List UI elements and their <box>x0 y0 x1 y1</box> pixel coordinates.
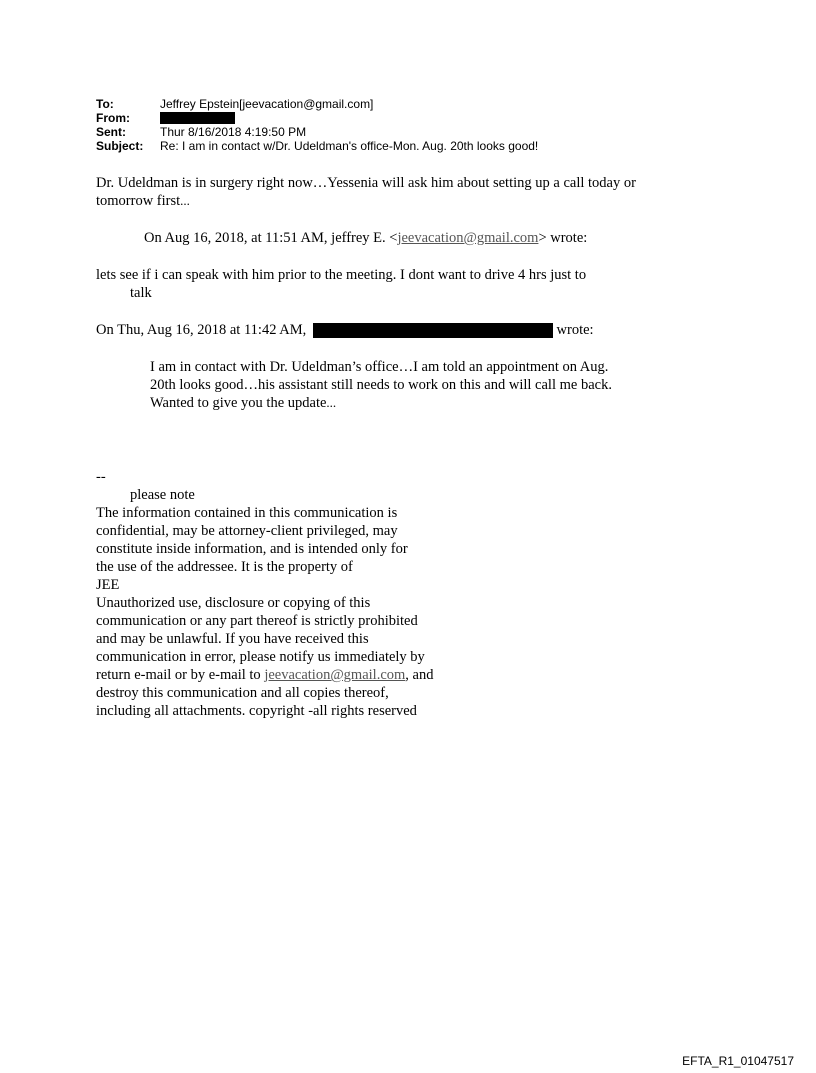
quote2-line-3-tail: ... <box>326 395 337 410</box>
reply-line-2-main: tomorrow first <box>96 193 181 209</box>
disclaimer-line: communication or any part thereof is strictly prohibited <box>96 613 418 629</box>
disclaimer-email-line <box>96 666 433 684</box>
quote1-email-link[interactable]: jeevacation@gmail.com <box>397 230 539 246</box>
disclaimer-line: including all attachments. copyright -all rights reserved <box>96 703 417 719</box>
from-row <box>96 111 538 125</box>
disclaimer-line: Unauthorized use, disclosure or copying of this <box>96 595 371 611</box>
sent-value: Thur 8/16/2018 4:19:50 PM <box>160 125 307 139</box>
subject-value: Re: I am in contact w/Dr. Udeldman's office-Mon. Aug. 20th looks good! <box>160 139 539 153</box>
disclaimer-line: constitute inside information, and is intended only for <box>96 541 408 557</box>
redaction-box-quote-sender <box>313 323 553 338</box>
signature-separator: -- <box>96 469 106 485</box>
subject-label: Subject: <box>96 139 144 153</box>
email-header <box>96 97 538 153</box>
quote1-attribution <box>144 229 587 247</box>
to-row <box>96 97 538 111</box>
quote2-attr-prefix: On Thu, Aug 16, 2018 at 11:42 AM, <box>96 322 307 338</box>
disclaimer-email-link[interactable]: jeevacation@gmail.com <box>264 667 406 683</box>
signature-note: please note <box>130 487 195 503</box>
quote2-line-1: I am in contact with Dr. Udeldman’s office…I am told an appointment on Aug. <box>150 359 609 375</box>
disclaimer-line: The information contained in this communication is <box>96 505 398 521</box>
to-value: Jeffrey Epstein[jeevacation@gmail.com] <box>160 97 374 111</box>
disclaimer-line: and may be unlawful. If you have received this <box>96 631 369 647</box>
quote1-line-1: lets see if i can speak with him prior to the meeting. I dont want to drive 4 hrs just to <box>96 267 587 283</box>
sent-label: Sent: <box>96 125 126 139</box>
to-label: To: <box>96 97 114 111</box>
disclaimer-line: communication in error, please notify us immediately by <box>96 649 425 665</box>
reply-line-1: Dr. Udeldman is in surgery right now…Yessenia will ask him about setting up a call today or <box>96 175 636 191</box>
disclaimer-line: the use of the addressee. It is the property of <box>96 559 353 575</box>
quote2-attribution <box>96 321 594 339</box>
document-id: EFTA_R1_01047517 <box>682 1054 794 1068</box>
quote2-line-3 <box>150 394 336 412</box>
disclaimer-email-suffix: , and <box>405 667 434 683</box>
from-label: From: <box>96 111 130 125</box>
quote2-line-2: 20th looks good…his assistant still needs to work on this and will call me back. <box>150 377 612 393</box>
reply-line-2 <box>96 192 190 210</box>
disclaimer-email-prefix: return e-mail or by e-mail to <box>96 667 265 683</box>
subject-row <box>96 139 538 153</box>
quote1-attr-prefix: On Aug 16, 2018, at 11:51 AM, jeffrey E. < <box>144 230 398 246</box>
quote2-attr-suffix: wrote: <box>556 322 594 338</box>
quote1-attr-suffix: > wrote: <box>538 230 588 246</box>
disclaimer-line: destroy this communication and all copies thereof, <box>96 685 389 701</box>
disclaimer-line: JEE <box>96 577 120 593</box>
quote1-line-2: talk <box>130 285 152 301</box>
disclaimer-line: confidential, may be attorney-client privileged, may <box>96 523 398 539</box>
sent-row <box>96 125 538 139</box>
quote2-line-3-main: Wanted to give you the update <box>150 395 327 411</box>
reply-line-2-tail: ... <box>180 193 190 208</box>
redaction-box-sender <box>160 112 235 124</box>
